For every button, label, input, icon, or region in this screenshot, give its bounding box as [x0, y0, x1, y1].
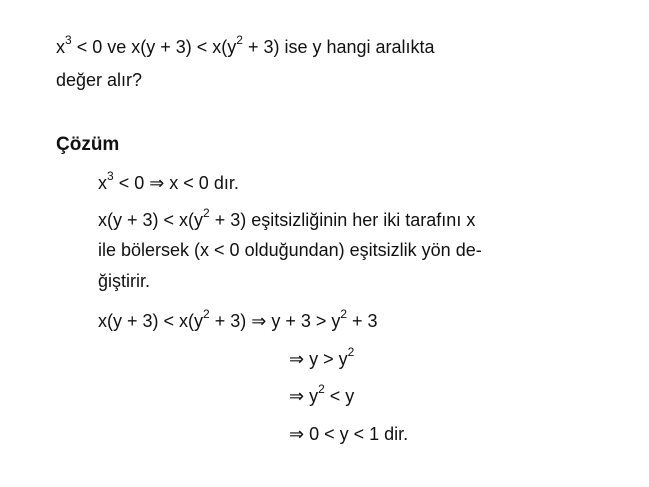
- chain-line-1: [98, 307, 378, 332]
- question-text-end: + 3) ise y hangi aralıkta: [242, 37, 435, 57]
- solution-paragraph-line-2: [98, 239, 482, 261]
- para-line3: ğiştirir.: [98, 271, 151, 291]
- question-text-middle: < 0 ve x(y + 3) < x(y: [71, 37, 237, 57]
- solution-paragraph-line-3: [98, 270, 150, 292]
- question-line-2: [56, 69, 142, 91]
- step1-exponent: 3: [107, 169, 114, 183]
- solution-heading-text: Çözüm: [56, 134, 120, 155]
- chain2-exponent: 2: [347, 345, 355, 359]
- chain-line-4: [289, 423, 408, 445]
- chain1-b: + 3) ⇒ y + 3 > y: [209, 311, 341, 331]
- step1-text: < 0 ⇒ x < 0 dır.: [113, 173, 239, 193]
- chain2-a: ⇒ y > y: [289, 349, 348, 369]
- chain1-exponent-2: 2: [340, 307, 348, 321]
- para-line1-exponent: 2: [203, 206, 210, 220]
- solution-heading: [56, 134, 119, 156]
- para-line2: ile bölersek (x < 0 olduğundan) eşitsizlik yön de-: [98, 240, 482, 260]
- step1-x: x: [98, 173, 107, 193]
- question-text-2: değer alır?: [56, 70, 143, 90]
- solution-paragraph-line-1: [98, 206, 476, 231]
- chain1-a: x(y + 3) < x(y: [98, 311, 204, 331]
- chain4: ⇒ 0 < y < 1 dir.: [289, 424, 409, 444]
- chain3-b: < y: [324, 386, 355, 406]
- chain3-a: ⇒ y: [289, 386, 319, 406]
- chain1-c: + 3: [347, 311, 378, 331]
- solution-step-1: [98, 169, 239, 194]
- question-line-1: [56, 33, 435, 58]
- question-exponent-2: 2: [236, 33, 243, 47]
- chain-line-2: [289, 345, 355, 370]
- chain3-exponent: 2: [318, 382, 325, 396]
- question-exponent: 3: [65, 33, 72, 47]
- question-x: x: [56, 37, 65, 57]
- chain1-exponent: 2: [203, 307, 210, 321]
- chain-line-3: [289, 382, 355, 407]
- para-line1-b: + 3) eşitsizliğinin her iki tarafını x: [209, 210, 476, 230]
- para-line1-a: x(y + 3) < x(y: [98, 210, 204, 230]
